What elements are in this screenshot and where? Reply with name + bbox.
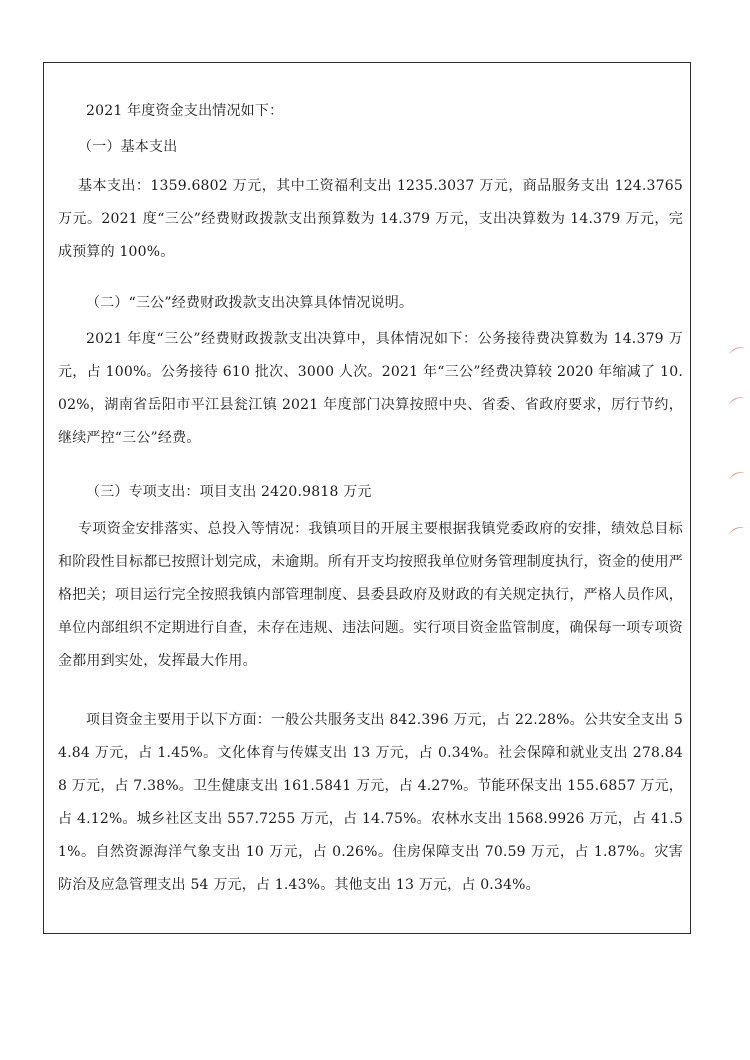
seal-fragment: ⌒ [727, 343, 750, 368]
section-heading-three-public: （二）“三公”经费财政拨款支出决算具体情况说明。 [86, 295, 414, 311]
intro-paragraph: 2021 年度资金支出情况如下： [86, 103, 284, 119]
seal-fragment: ⌒ [727, 393, 750, 418]
seal-fragment: ⌒ [727, 468, 750, 493]
section-heading-basic-expenditure: （一）基本支出 [78, 139, 178, 155]
basic-expenditure-paragraph: 基本支出：1359.6802 万元，其中工资福利支出 1235.3037 万元，商品服务支出 124.3765 万元。2021 度“三公”经费财政拨款支出预算数为 14.379 万元，支出决算数为 14.379 万元，完成预算的 100%。 [58, 178, 683, 260]
seal-fragment: ⌒ [727, 523, 750, 548]
special-funds-paragraph: 专项资金安排落实、总投入等情况：我镇项目的开展主要根据我镇党委政府的安排，绩效总目标和阶段性目标都已按照计划完成，未逾期。所有开支均按照我单位财务管理制度执行，资金的使用严格把关；项目运行完全按照我镇内部管理制度、县委县政府及财政的有关规定执行，严格人员作风，单位内部组织不定期进行自查，未存在违规、违法问题。实行项目资金监管制度，确保每一项专项资金都用到实处，发挥最大作用。 [58, 521, 683, 669]
three-public-paragraph: 2021 年度“三公”经费财政拨款支出决算中，具体情况如下：公务接待费决算数为 14.379 万元，占 100%。公务接待 610 批次、3000 人次。2021 年“三公”经费决算较 2020 年缩减了 10.02%，湖南省岳阳市平江县瓮江镇 2021 年度部门决算按照中央、省委、省政府要求，厉行节约，继续严控“三公”经费。 [58, 331, 683, 446]
funds-usage-paragraph: 项目资金主要用于以下方面：一般公共服务支出 842.396 万元，占 22.28%。公共安全支出 54.84 万元，占 1.45%。文化体育与传媒支出 13 万元，占 0.34%。社会保障和就业支出 278.848 万元，占 7.38%。卫生健康支出 161.5841 万元，占 4.27%。节能环保支出 155.6857 万元，占 4.12%。城乡社区支出 557.7255 万元，占 14.75%。农林水支出 1568.9926 万元，占 41.51%。自然资源海洋气象支出 10 万元，占 0.26%。住房保障支出 70.59 万元，占 1.87%。灾害防治及应急管理支出 54 万元，占 1.43%。其他支出 13 万元，占 0.34%。 [58, 712, 683, 893]
section-heading-special-expenditure: （三）专项支出：项目支出 2420.9818 万元 [86, 484, 372, 500]
